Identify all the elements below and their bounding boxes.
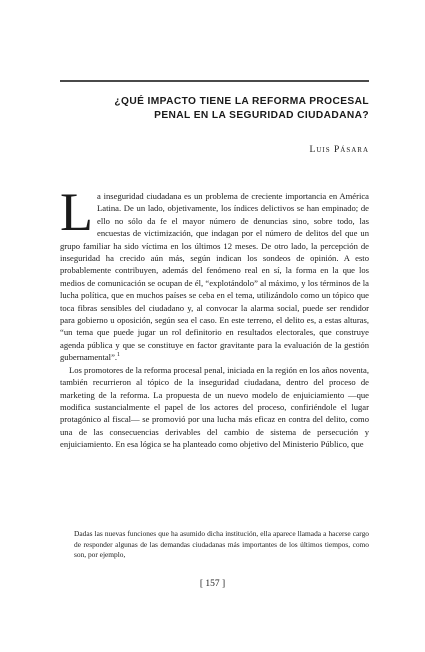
- author-first-name: Luis: [309, 145, 331, 155]
- article-title: [70, 95, 369, 123]
- page-number: [ 157 ]: [199, 579, 226, 589]
- footnote: Dadas las nuevas funciones que ha asumido dicha institución, ella aparece llamada a hacerse cargo de responder algunas de las demandas ciudadanas más importantes de los últimos tiempos, como son, por ejemplo,: [74, 529, 369, 560]
- header-rule: [60, 80, 369, 82]
- author-last-name: Pásara: [333, 145, 369, 155]
- title-line-2: PENAL EN LA SEGURIDAD CIUDADANA?: [154, 110, 369, 121]
- paragraph-2: Los promotores de la reforma procesal penal, iniciada en la región en los años noventa, también recurrieron al tópico de la inseguridad ciudadana, dentro del proceso de marketing de la reforma. La propuesta de un nuevo modelo de enjuiciamiento —que modifica sustancialmente el papel de los actores del proceso, confiriéndole el lugar protagónico al fiscal— se promovió por una lucha más eficaz en contra del delito, como una de las consecuencias derivables del cambio de sistema de persecución y enjuiciamiento. En esa lógica se ha planteado como objetivo del Ministerio Público, que: [60, 364, 369, 450]
- drop-cap: L: [60, 182, 93, 242]
- article-body: [60, 182, 369, 451]
- paragraph-1: [60, 182, 369, 364]
- author-name: [310, 145, 369, 155]
- paragraph-1-text: a inseguridad ciudadana es un problema de creciente importancia en América Latina. De un lado, objetivamente, los índices delictivos se han empinado; de ello no sólo da fe el mayor número de denuncias sino, sobre todo, las encuestas de victimización, que indagan por el número de delitos del que un grupo familiar ha sido víctima en los últimos 12 meses. De otro lado, la percepción de inseguridad ha crecido aún más, según indican los sondeos de opinión. A esto probablemente contribuyen, además del fenómeno real en sí, la forma en la que los medios de comunicación se ocupan de él, “explotándolo” al máximo, y los términos de la lucha política, que en muchos países se ceba en el tema, utilizándolo como un tópico que toca fibras sensibles del ciudadano y, al convocar la alarma social, puede ser rendidor para gobierno u oposición, según sea el caso. En este terreno, el delito es, a estas alturas, “un tema que puede jugar un rol definitorio en resultados electorales, que construye agenda pública y que se constituye en factor gravitante para la evaluación de la gestión gubernamental”.: [60, 191, 369, 363]
- title-line-1: ¿QUÉ IMPACTO TIENE LA REFORMA PROCESAL: [114, 96, 369, 107]
- footnote-reference: 1: [117, 352, 121, 359]
